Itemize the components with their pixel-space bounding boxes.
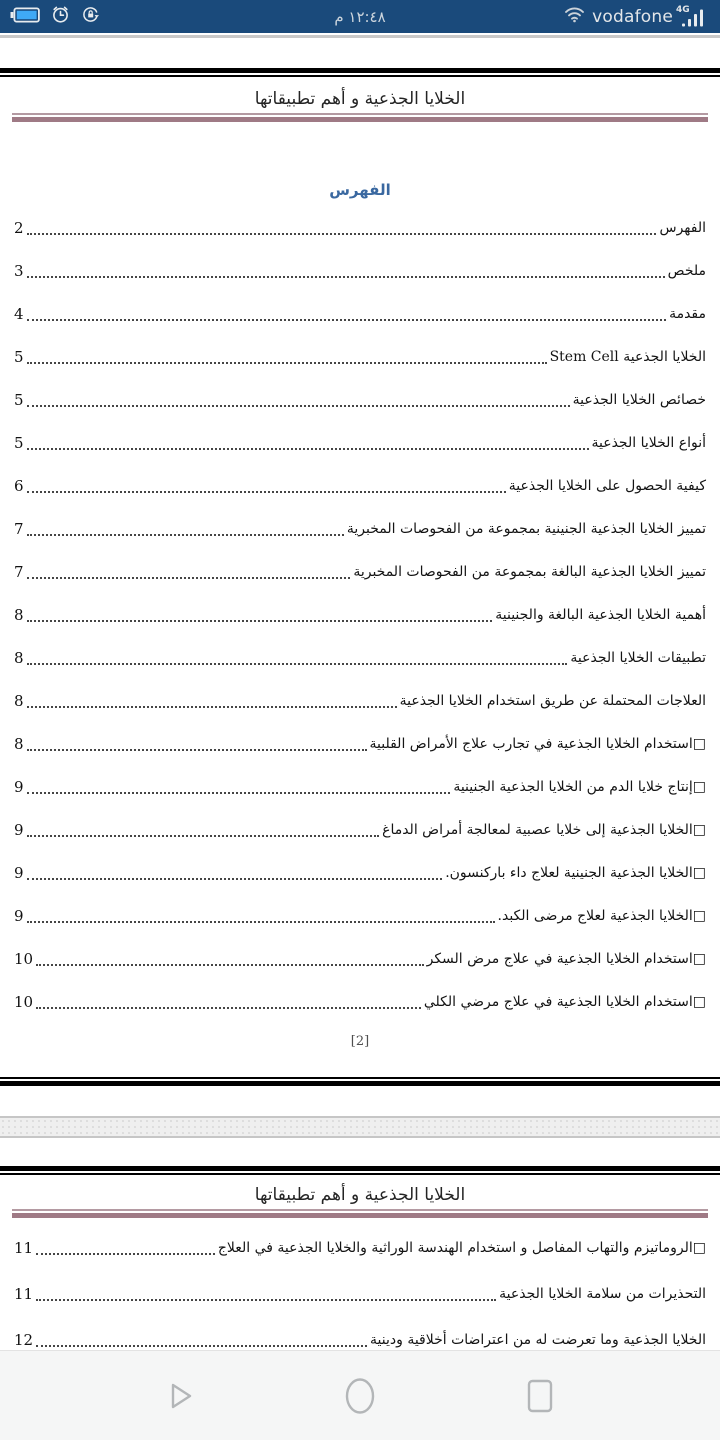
toc-entry-label: خصائص الخلايا الجذعية xyxy=(572,392,706,408)
document-title: الخلايا الجذعية و أهم تطبيقاتها xyxy=(254,89,466,109)
recents-button[interactable] xyxy=(510,1376,570,1416)
toc-dot-leader xyxy=(27,620,493,622)
toc-entry-label: الفهرس xyxy=(659,220,706,236)
toc-dot-leader xyxy=(27,835,380,837)
toc-page-number: 9 xyxy=(14,821,24,839)
toc-page-number: 9 xyxy=(14,778,24,796)
toc-page-number: 8 xyxy=(14,606,24,624)
toc-dot-leader xyxy=(27,577,351,579)
toc-page-number: 2 xyxy=(14,219,24,237)
toc-dot-leader xyxy=(27,792,451,794)
toc-entry-label: □الخلايا الجذعية لعلاج مرضى الكبد. xyxy=(497,908,706,924)
toc-entry[interactable] xyxy=(14,732,706,756)
toc-dot-leader xyxy=(27,319,667,321)
toc-entry-label: تمييز الخلايا الجذعية البالغة بمجموعة من الفحوصات المخبرية xyxy=(353,564,706,580)
page1-top-edge xyxy=(0,68,720,77)
toc-dot-leader xyxy=(27,276,665,278)
toc-entry-label: الخلايا الجذعية Stem Cell xyxy=(549,349,706,365)
toc-dot-leader xyxy=(27,878,443,880)
toc-entry[interactable] xyxy=(14,818,706,842)
toc-entry[interactable] xyxy=(14,1326,706,1352)
status-bar-left-icons xyxy=(10,5,100,28)
page1-bottom-edge xyxy=(0,1077,720,1086)
toc-entry[interactable] xyxy=(14,216,706,240)
page-gap xyxy=(0,1116,720,1138)
toc-entry-label: ملخص xyxy=(667,263,706,279)
toc-entry-label: الخلايا الجذعية وما تعرضت له من اعتراضات أخلاقية ودينية xyxy=(370,1332,706,1348)
toc-entry-label: □استخدام الخلايا الجذعية في تجارب علاج الأمراض القلبية xyxy=(369,736,706,752)
toc-entry[interactable] xyxy=(14,302,706,326)
page-number-footer: [2] xyxy=(350,1034,370,1049)
toc-page-number: 11 xyxy=(14,1285,34,1303)
toc-page-number: 5 xyxy=(14,434,24,452)
toc-entry[interactable] xyxy=(14,775,706,799)
toc-entry-label: تطبيقات الخلايا الجذعية xyxy=(570,650,706,666)
toc-entry-label: □استخدام الخلايا الجذعية في علاج مرض السكر xyxy=(426,951,706,967)
toc-entry[interactable] xyxy=(14,646,706,670)
toc-entry-label: التحذيرات من سلامة الخلايا الجذعية xyxy=(499,1286,706,1302)
toc-entry-label: أهمية الخلايا الجذعية البالغة والجنينية xyxy=(495,607,706,623)
toc-list-page1 xyxy=(14,216,706,1014)
back-icon xyxy=(162,1378,198,1414)
document-page-2 xyxy=(0,1166,720,1352)
toc-entry-label: □الخلايا الجذعية الجنينية لعلاج داء باركنسون. xyxy=(445,865,706,881)
toc-page-number: 8 xyxy=(14,692,24,710)
toc-entry-label: □الروماتيزم والتهاب المفاصل و استخدام الهندسة الوراثية والخلايا الجذعية في العلاج xyxy=(217,1240,706,1256)
signal-strength-icon xyxy=(676,4,710,27)
toc-dot-leader xyxy=(27,233,657,235)
toc-page-number: 5 xyxy=(14,391,24,409)
toc-entry[interactable] xyxy=(14,904,706,928)
toc-dot-leader xyxy=(27,749,367,751)
document-title-page2: الخلايا الجذعية و أهم تطبيقاتها xyxy=(254,1185,466,1205)
title-rule xyxy=(12,113,708,122)
toc-heading: الفهرس xyxy=(329,181,391,199)
toc-dot-leader xyxy=(36,1253,215,1255)
rotation-lock-icon xyxy=(81,5,100,28)
status-bar-right-icons xyxy=(564,6,710,27)
toc-page-number: 11 xyxy=(14,1239,34,1257)
title-rule-page2 xyxy=(12,1209,708,1218)
toc-entry[interactable] xyxy=(14,431,706,455)
toc-entry[interactable] xyxy=(14,689,706,713)
app-top-divider xyxy=(0,35,720,38)
document-viewer[interactable] xyxy=(0,68,720,1352)
toc-dot-leader xyxy=(27,491,506,493)
toc-entry[interactable] xyxy=(14,990,706,1014)
toc-page-number: 10 xyxy=(14,993,34,1011)
home-icon xyxy=(342,1374,378,1418)
wifi-icon xyxy=(564,6,585,27)
toc-page-number: 9 xyxy=(14,907,24,925)
toc-page-number: 4 xyxy=(14,305,24,323)
toc-entry-label: مقدمة xyxy=(669,306,706,322)
toc-dot-leader xyxy=(27,706,397,708)
status-bar-clock: ١٢:٤٨ م xyxy=(334,7,386,26)
status-bar xyxy=(0,0,720,33)
toc-dot-leader xyxy=(27,448,589,450)
toc-entry[interactable] xyxy=(14,259,706,283)
toc-entry[interactable] xyxy=(14,345,706,369)
toc-page-number: 7 xyxy=(14,563,24,581)
toc-page-number: 10 xyxy=(14,950,34,968)
toc-list-page2 xyxy=(14,1234,706,1352)
toc-entry[interactable] xyxy=(14,947,706,971)
toc-page-number: 8 xyxy=(14,649,24,667)
toc-entry[interactable] xyxy=(14,388,706,412)
toc-entry[interactable] xyxy=(14,861,706,885)
toc-dot-leader xyxy=(27,921,495,923)
toc-page-number: 9 xyxy=(14,864,24,882)
document-page-1 xyxy=(0,68,720,1086)
page-gap-strip xyxy=(0,1116,720,1138)
toc-dot-leader xyxy=(27,534,344,536)
toc-dot-leader xyxy=(27,362,547,364)
battery-icon xyxy=(10,7,40,27)
toc-dot-leader xyxy=(27,405,570,407)
toc-entry-label: كيفية الحصول على الخلايا الجذعية xyxy=(508,478,706,494)
toc-entry[interactable] xyxy=(14,560,706,584)
toc-entry-label: العلاجات المحتملة عن طريق استخدام الخلايا الجذعية xyxy=(399,693,706,709)
toc-page-number: 6 xyxy=(14,477,24,495)
toc-entry-label: □الخلايا الجذعية إلى خلايا عصبية لمعالجة أمراض الدماغ xyxy=(382,822,706,838)
toc-entry-label: □استخدام الخلايا الجذعية في علاج مرضي الكلي xyxy=(423,994,706,1010)
toc-entry[interactable] xyxy=(14,474,706,498)
toc-entry-label: أنواع الخلايا الجذعية xyxy=(591,435,706,451)
toc-dot-leader xyxy=(27,663,568,665)
toc-entry[interactable] xyxy=(14,517,706,541)
toc-page-number: 12 xyxy=(14,1331,34,1349)
alarm-clock-icon xyxy=(51,5,70,28)
toc-page-number: 7 xyxy=(14,520,24,538)
toc-entry-label: □إنتاج خلايا الدم من الخلايا الجذعية الجنينية xyxy=(453,779,706,795)
toc-dot-leader xyxy=(36,1007,421,1009)
page2-top-edge xyxy=(0,1166,720,1175)
android-nav-bar xyxy=(0,1350,720,1440)
toc-page-number: 8 xyxy=(14,735,24,753)
home-button[interactable] xyxy=(330,1374,390,1418)
toc-entry[interactable] xyxy=(14,603,706,627)
toc-dot-leader xyxy=(36,1345,367,1347)
toc-entry-label: تمييز الخلايا الجذعية الجنينية بمجموعة من الفحوصات المخبرية xyxy=(346,521,706,537)
toc-page-number: 5 xyxy=(14,348,24,366)
toc-dot-leader xyxy=(36,1299,496,1301)
toc-dot-leader xyxy=(36,964,424,966)
carrier-label: vodafone xyxy=(592,6,673,27)
recents-icon xyxy=(523,1376,557,1416)
toc-page-number: 3 xyxy=(14,262,24,280)
toc-entry[interactable] xyxy=(14,1280,706,1306)
back-button[interactable] xyxy=(150,1378,210,1414)
network-badge: 4G xyxy=(676,4,690,15)
toc-entry[interactable] xyxy=(14,1234,706,1260)
